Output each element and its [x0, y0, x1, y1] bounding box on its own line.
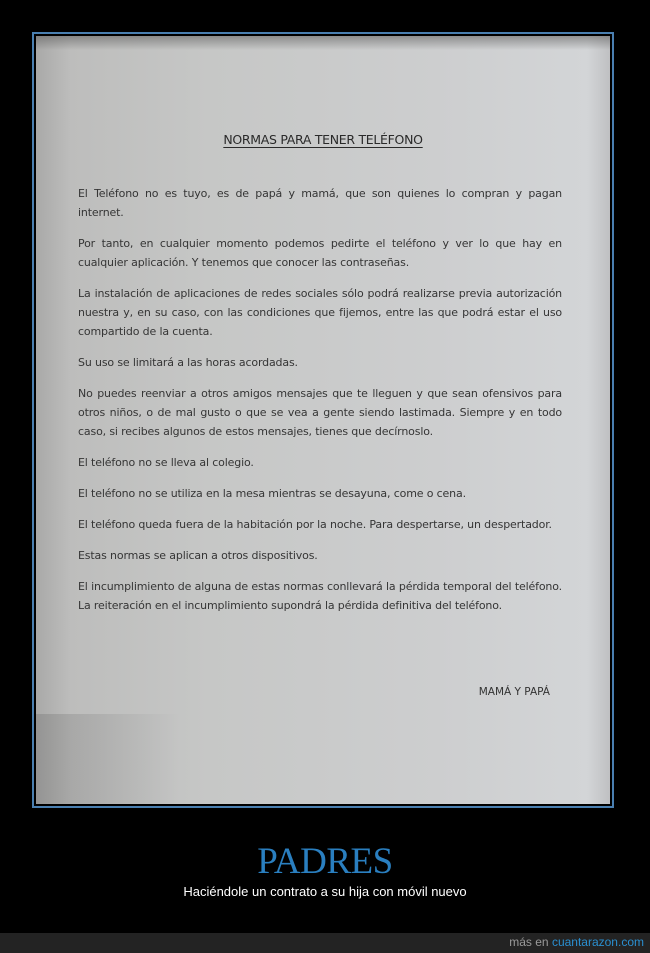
- rule-paragraph: Estas normas se aplican a otros dispositivos.: [78, 549, 318, 562]
- rule-paragraph: No puedes reenviar a otros amigos mensajes que te lleguen y que sean ofensivos para otros niños, o de mal gusto o que se vea a gente siendo lastimada. Siempre y en todo caso, si recibes algunos de estos mensajes, tienes que decírnoslo.: [78, 387, 562, 438]
- rule-paragraph: La instalación de aplicaciones de redes sociales sólo podrá realizarse previa autorización nuestra y, en su caso, con las condiciones que fijemos, entre las que podrá estar el uso compartido de la cuenta.: [78, 287, 562, 338]
- rule-paragraph: El teléfono no se utiliza en la mesa mientras se desayuna, come o cena.: [78, 487, 466, 500]
- footer-text: [509, 935, 644, 949]
- image-frame: [32, 32, 614, 808]
- rule-paragraph: Su uso se limitará a las horas acordadas.: [78, 356, 298, 369]
- document-photo: [36, 36, 610, 804]
- document-body: [78, 184, 562, 627]
- footer-prefix: más en: [509, 935, 549, 949]
- rule-paragraph: El teléfono queda fuera de la habitación por la noche. Para despertarse, un despertador.: [78, 518, 552, 531]
- site-link[interactable]: cuantarazon.com: [551, 935, 644, 949]
- rule-paragraph: El teléfono no se lleva al colegio.: [78, 456, 254, 469]
- footer-bar: [0, 933, 650, 953]
- caption-subtitle: Haciéndole un contrato a su hija con móvil nuevo: [183, 884, 467, 899]
- document-title: NORMAS PARA TENER TELÉFONO: [223, 132, 423, 147]
- document-signature: MAMÁ Y PAPÁ: [478, 686, 550, 698]
- rule-paragraph: El Teléfono no es tuyo, es de papá y mamá, que son quienes lo compran y pagan internet.: [78, 187, 562, 219]
- caption-title: PADRES: [257, 841, 393, 882]
- rule-paragraph: El incumplimiento de alguna de estas normas conllevará la pérdida temporal del teléfono. La reiteración en el incumplimiento supondrá la pérdida definitiva del teléfono.: [78, 580, 562, 612]
- rule-paragraph: Por tanto, en cualquier momento podemos pedirte el teléfono y ver lo que hay en cualquier aplicación. Y tenemos que conocer las contraseñas.: [78, 237, 562, 269]
